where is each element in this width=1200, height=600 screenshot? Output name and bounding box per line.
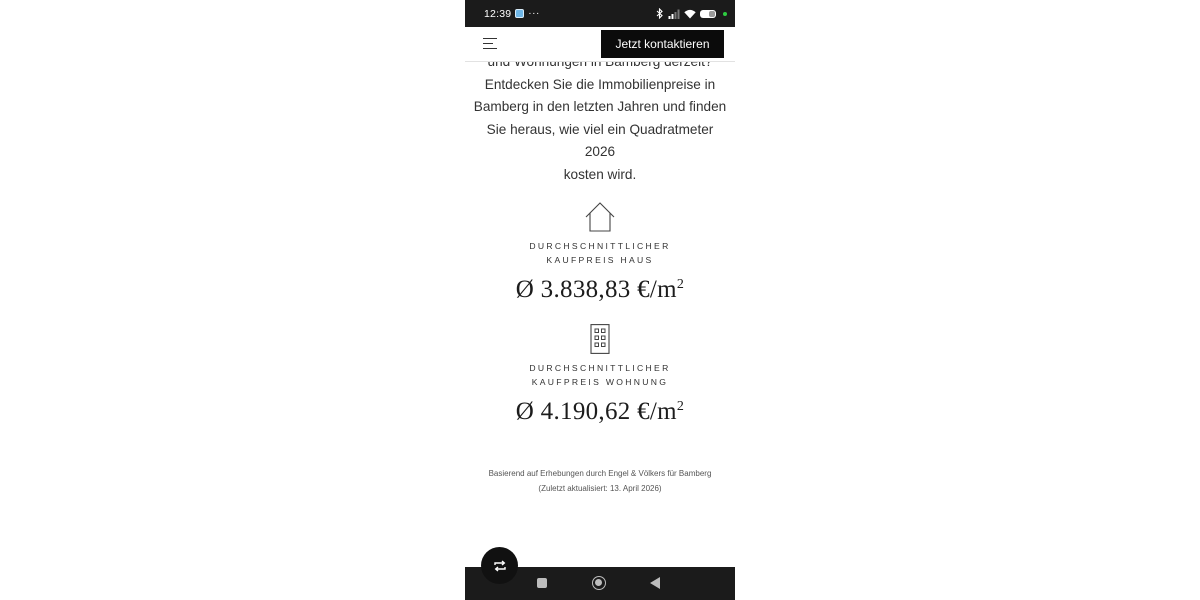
house-icon <box>585 202 615 232</box>
back-icon[interactable] <box>650 577 660 589</box>
unit-superscript: 2 <box>676 277 685 292</box>
status-icons <box>656 8 727 19</box>
intro-line: Entdecken Sie die Immobilienpreise in <box>484 76 716 92</box>
repeat-icon <box>493 560 507 572</box>
contact-button[interactable]: Jetzt kontaktieren <box>601 30 724 58</box>
battery-icon <box>700 10 716 18</box>
footnote-line: Basierend auf Erhebungen durch Engel & Völkers für Bamberg <box>488 469 712 478</box>
stat-label: DURCHSCHNITTLICHER KAUFPREIS WOHNUNG <box>529 363 671 387</box>
home-icon[interactable] <box>592 576 606 590</box>
menu-icon[interactable] <box>483 38 497 50</box>
wifi-icon <box>684 9 696 19</box>
stat-apartment <box>465 324 735 426</box>
footnote-line: (Zuletzt aktualisiert: 13. April 2026) <box>538 483 662 493</box>
footnote <box>465 467 735 496</box>
intro-line: kosten wird. <box>563 166 637 182</box>
stat-label: DURCHSCHNITTLICHER KAUFPREIS HAUS <box>529 241 671 265</box>
recent-apps-icon[interactable] <box>537 578 547 588</box>
stat-value: Ø 3.838,83 $€/m^2$ <box>515 276 685 303</box>
floating-action-button[interactable] <box>481 547 518 584</box>
phone-screen <box>465 0 735 600</box>
signal-icon <box>668 9 680 19</box>
apartment-building-icon <box>589 324 611 354</box>
bluetooth-icon <box>656 8 664 19</box>
status-time: 12:39 <box>484 7 512 20</box>
privacy-indicator-icon <box>723 12 727 16</box>
status-bar <box>465 0 735 27</box>
notification-app-icon <box>515 9 524 18</box>
site-header <box>465 27 735 62</box>
intro-line: Sie heraus, wie viel ein Quadratmeter 2026 <box>486 121 714 159</box>
intro-line: Bamberg in den letzten Jahren und finden <box>473 99 727 114</box>
stat-house <box>465 202 735 304</box>
status-more-icon: ··· <box>528 8 540 19</box>
intro-text <box>465 51 735 186</box>
unit-superscript: 2 <box>676 399 685 414</box>
stat-value: Ø 4.190,62 $€/m^2$ <box>515 398 685 425</box>
